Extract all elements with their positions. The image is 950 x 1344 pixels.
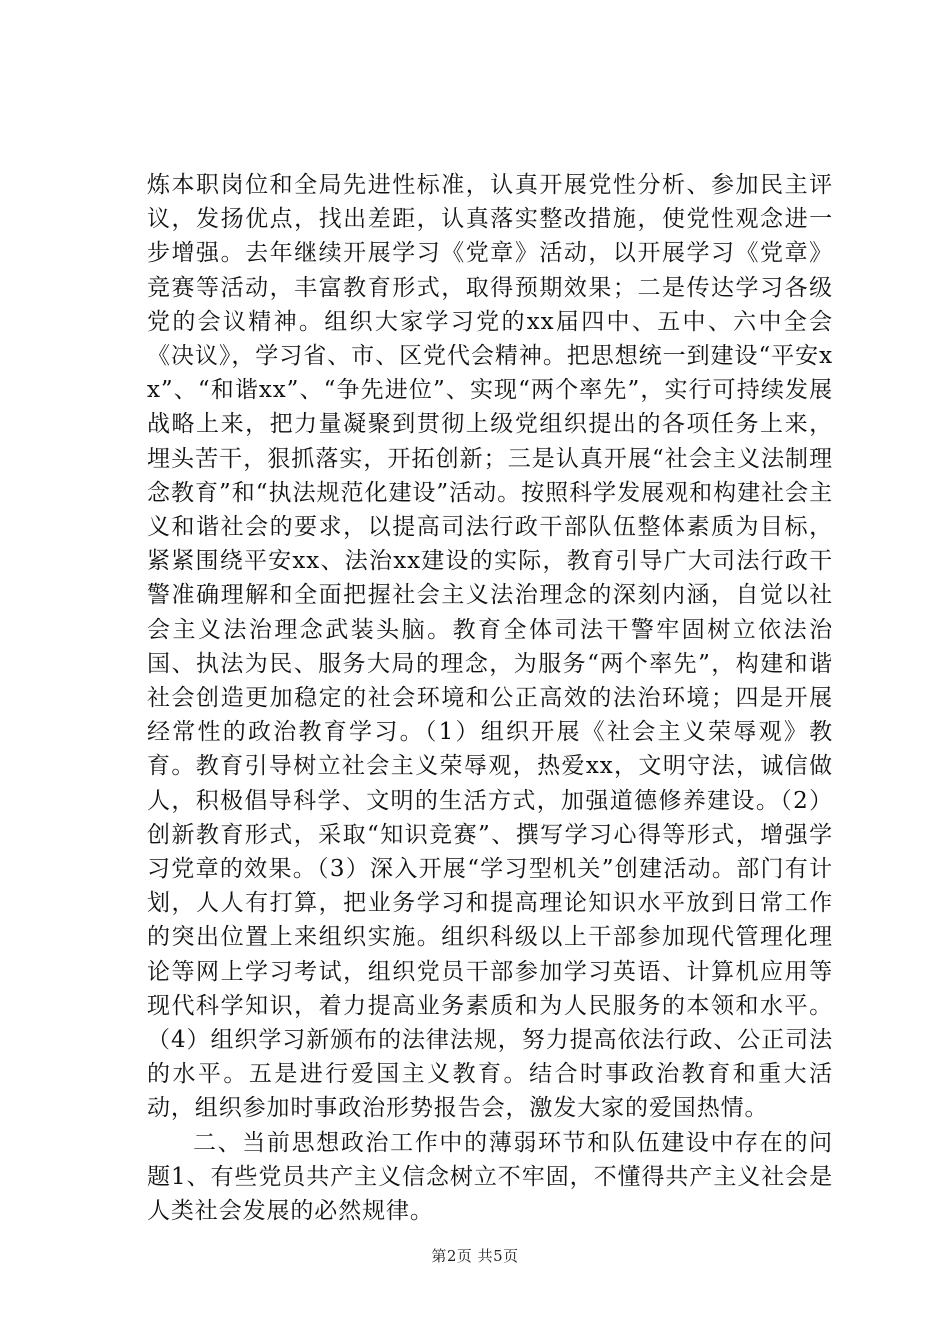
page-number: 第2页 共5页 bbox=[431, 1247, 519, 1265]
paragraph-2: 二、当前思想政治工作中的薄弱环节和队伍建设中存在的问题1、有些党员共产主义信念树立不牢固，不懂得共产主义社会是人类社会发展的必然规律。 bbox=[147, 1129, 833, 1225]
paragraph-1: 炼本职岗位和全局先进性标准，认真开展党性分析、参加民主评议，发扬优点，找出差距，认真落实整改措施，使党性观念进一步增强。去年继续开展学习《党章》活动，以开展学习《党章》竞赛等活动，丰富教育形式，取得预期效果；二是传达学习各级党的会议精神。组织大家学习党的xx届四中、五中、六中全会《决议》，学习省、市、区党代会精神。把思想统一到建设“平安xx”、“和谐xx”、“争先进位”、实现“两个率先”，实行可持续发展战略上来，把力量凝聚到贯彻上级党组织提出的各项任务上来，埋头苦干，狠抓落实，开拓创新；三是认真开展“社会主义法制理念教育”和“执法规范化建设”活动。按照科学发展观和构建社会主义和谐社会的要求，以提高司法行政干部队伍整体素质为目标，紧紧围绕平安xx、法治xx建设的实际，教育引导广大司法行政干警准确理解和全面把握社会主义法治理念的深刻内涵，自觉以社会主义法治理念武装头脑。教育全体司法干警牢固树立依法治国、执法为民、服务大局的理念，为服务“两个率先”，构建和谐社会创造更加稳定的社会环境和公正高效的法治环境；四是开展经常性的政治教育学习。（1）组织开展《社会主义荣辱观》教育。教育引导树立社会主义荣辱观，热爱xx，文明守法，诚信做人，积极倡导科学、文明的生活方式，加强道德修养建设。（2）创新教育形式，采取“知识竞赛”、撰写学习心得等形式，增强学习党章的效果。（3）深入开展“学习型机关”创建活动。部门有计划，人人有打算，把业务学习和提高理论知识水平放到日常工作的突出位置上来组织实施。组织科级以上干部参加现代管理化理论等网上学习考试，组织党员干部参加学习英语、计算机应用等现代科学知识，着力提高业务素质和为人民服务的本领和水平。（4）组织学习新颁布的法律法规，努力提高依法行政、公正司法的水平。五是进行爱国主义教育。结合时事政治教育和重大活动，组织参加时事政治形势报告会，激发大家的爱国热情。 bbox=[147, 172, 833, 1122]
document-body bbox=[147, 168, 833, 1228]
